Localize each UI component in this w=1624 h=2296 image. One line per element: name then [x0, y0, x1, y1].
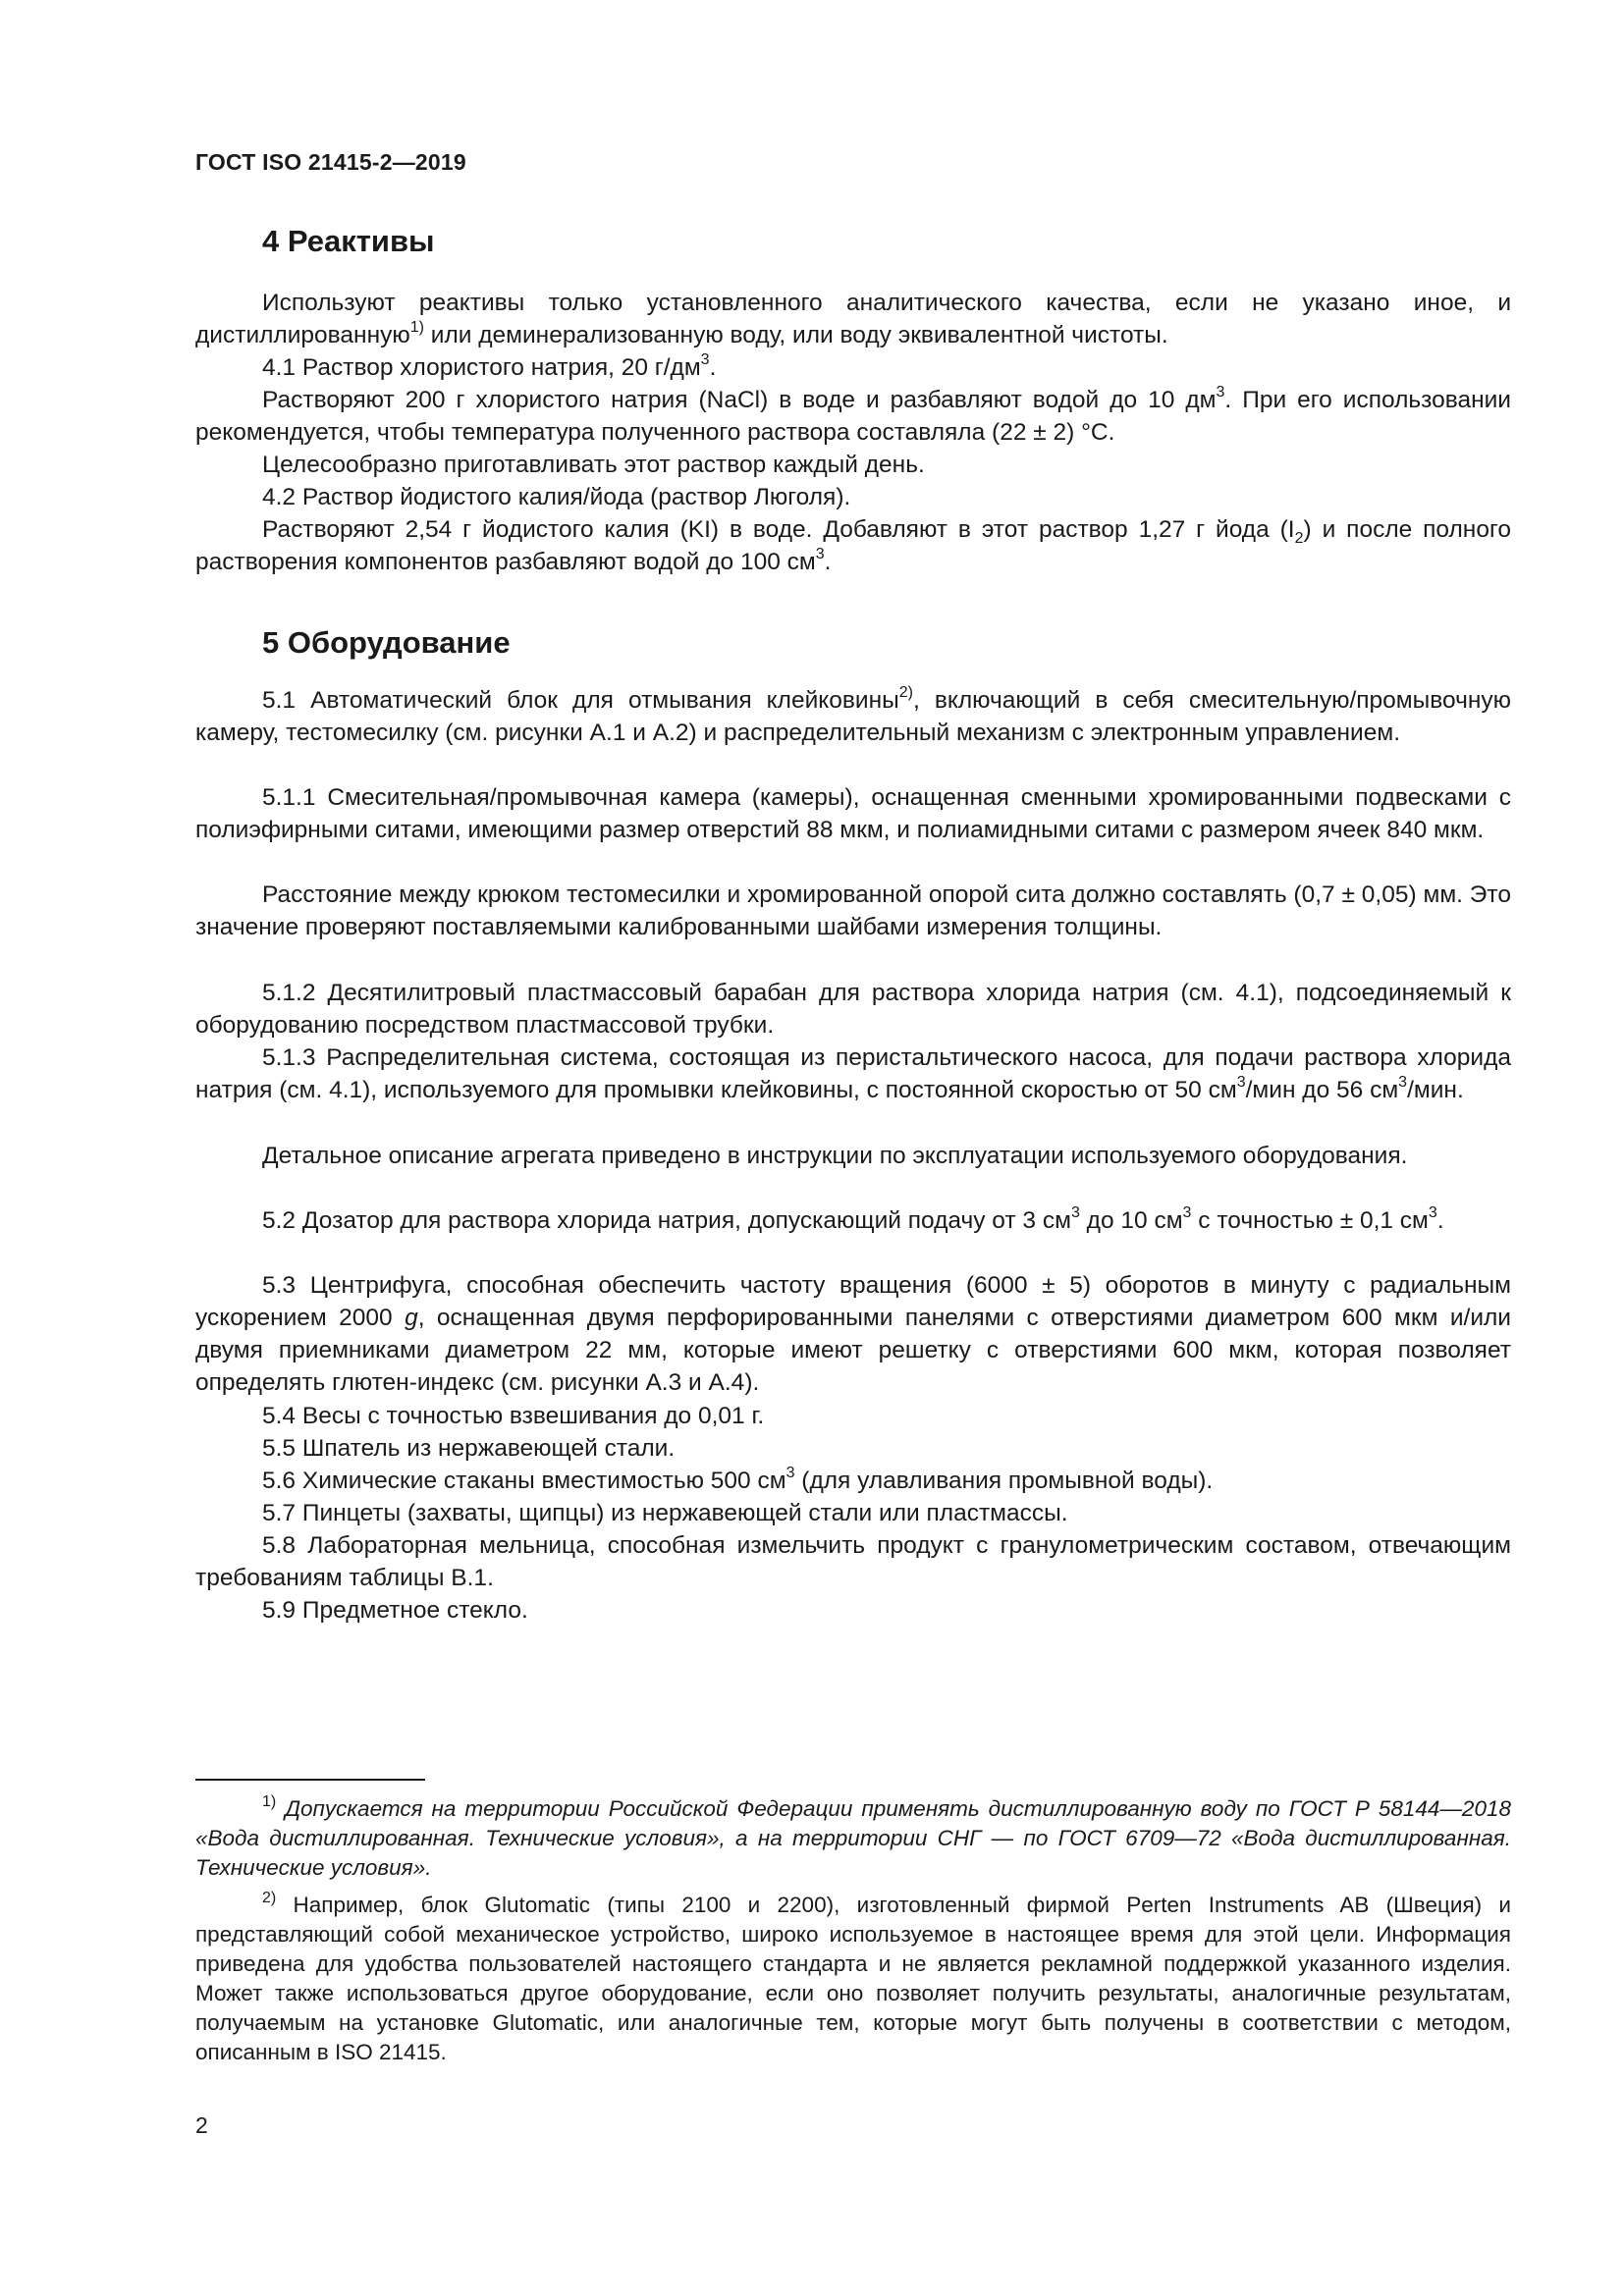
- footnote-ref-2: 2): [898, 683, 913, 701]
- footnote-separator: [195, 1779, 425, 1781]
- clause-5-1-1: 5.1.1 Смесительная/промывочная камера (камеры), оснащенная сменными хромированными подвесками с полиэфирными ситами, имеющими размер отверстий 88 мкм, и полиамидными ситами с размером ячеек 840 мкм.: [195, 784, 1511, 843]
- section-4-intro: Используют реактивы только установленного аналитического качества, если не указано иное, и дистиллированную$^{1)}$ или деминерализованную воду, или воду эквивалентной чистоты.: [195, 290, 1511, 348]
- clause-5-8: 5.8 Лабораторная мельница, способная измельчить продукт с гранулометрическим составом, отвечающим требованиям таблицы В.1.: [195, 1532, 1511, 1591]
- clause-4-2: 4.2 Раствор йодистого калия/йода (раствор Люголя).: [262, 484, 851, 510]
- page-number: 2: [195, 2112, 208, 2138]
- clause-4-1-text-2: Целесообразно приготавливать этот раствор каждый день.: [262, 452, 925, 478]
- section-5-title: 5 Оборудование: [262, 625, 511, 660]
- footnote-2: $^{2)}$ Например, блок Glutomatic (типы 2100 и 2200), изготовленный фирмой Perten Instruments AB (Швеция) и представляющий собой механическое устройство, широко используемое в настоящее время для этой цели. Информация приведена для удобства пользователей настоящего стандарта и не является рекламной поддержкой указанного изделия. Может также использоваться другое оборудование, если оно позволяет получить результаты, аналогичные результатам, получаемым на установке Glutomatic, или аналогичные тем, которые могут быть получены в соответствии с методом, описанным в ISO 21415.: [195, 1889, 1511, 2064]
- clause-5-2: 5.2 Дозатор для раствора хлорида натрия, допускающий подачу от 3 $см^3$ до 10 $см^3$ с точностью ± 0,1 $см^3$.: [262, 1203, 1444, 1234]
- clause-5-6: 5.6 Химические стаканы вместимостью 500 $см^3$ (для улавливания промывной воды).: [262, 1464, 1214, 1494]
- document-header: ГОСТ ISO 21415-2—2019: [195, 149, 466, 175]
- clause-4-1-text: Растворяют 200 г хлористого натрия (NaCl) в воде и разбавляют водой до 10 $дм^3$. При его использовании рекомендуется, чтобы температура полученного раствора составляла (22 ± 2) °С.: [195, 383, 1511, 446]
- clause-5-4: 5.4 Весы с точностью взвешивания до 0,01 г.: [262, 1403, 765, 1429]
- clause-5-1-3: 5.1.3 Распределительная система, состоящая из перистальтического насоса, для подачи раствора хлорида натрия (см. 4.1), используемого для промывки клейковины, с постоянной скоростью от 50 $см^3$/мин до 56 $см^3$/мин.: [195, 1044, 1511, 1103]
- clause-5-1-3-text: Детальное описание агрегата приведено в инструкции по эксплуатации используемого оборудования.: [262, 1143, 1408, 1169]
- footnote-ref-1: 1): [409, 318, 424, 336]
- clause-5-1-2: 5.1.2 Десятилитровый пластмассовый барабан для раствора хлорида натрия (см. 4.1), подсоединяемый к оборудованию посредством пластмассовой трубки.: [195, 980, 1511, 1039]
- clause-5-5: 5.5 Шпатель из нержавеющей стали.: [262, 1435, 676, 1462]
- clause-4-2-text: Растворяют 2,54 г йодистого калия (KI) в воде. Добавляют в этот раствор 1,27 г йода $(I_2)$ и после полного растворения компонентов разбавляют водой до 100 $см^3$.: [195, 516, 1511, 575]
- clause-5-9: 5.9 Предметное стекло.: [262, 1597, 528, 1624]
- clause-5-1-1-text: Расстояние между крюком тестомесилки и хромированной опорой сита должно составлять (0,7 ± 0,05) мм. Это значение проверяют поставляемыми калиброванными шайбами измерения толщины.: [195, 881, 1511, 940]
- footnote-1: $^{1)}$ Допускается на территории Российской Федерации применять дистиллированную воду по ГОСТ Р 58144—2018 «Вода дистиллированная. Технические условия», а на территории СНГ — по ГОСТ 6709—72 «Вода дистиллированная. Технические условия».: [195, 1792, 1511, 1880]
- section-4-title: 4 Реактивы: [262, 224, 435, 258]
- clause-5-1: 5.1 Автоматический блок для отмывания клейковины$^{2)}$, включающий в себя смесительную/промывочную камеру, тестомесилку (см. рисунки А.1 и А.2) и распределительный механизм с электронным управлением.: [195, 683, 1511, 746]
- clause-4-1: 4.1 Раствор хлористого натрия, 20 $г/дм^3$.: [262, 350, 717, 381]
- clause-5-3: 5.3 Центрифуга, способная обеспечить частоту вращения (6000 ± 5) оборотов в минуту с радиальным ускорением 2000 g, оснащенная двумя перфорированными панелями с отверстиями диаметром 600 мкм и/или двумя приемниками диаметром 22 мм, которые имеют решетку с отверстиями 600 мкм, которая позволяет определять глютен-индекс (см. рисунки А.3 и А.4).: [195, 1272, 1511, 1396]
- clause-5-7: 5.7 Пинцеты (захваты, щипцы) из нержавеющей стали или пластмассы.: [262, 1500, 1068, 1526]
